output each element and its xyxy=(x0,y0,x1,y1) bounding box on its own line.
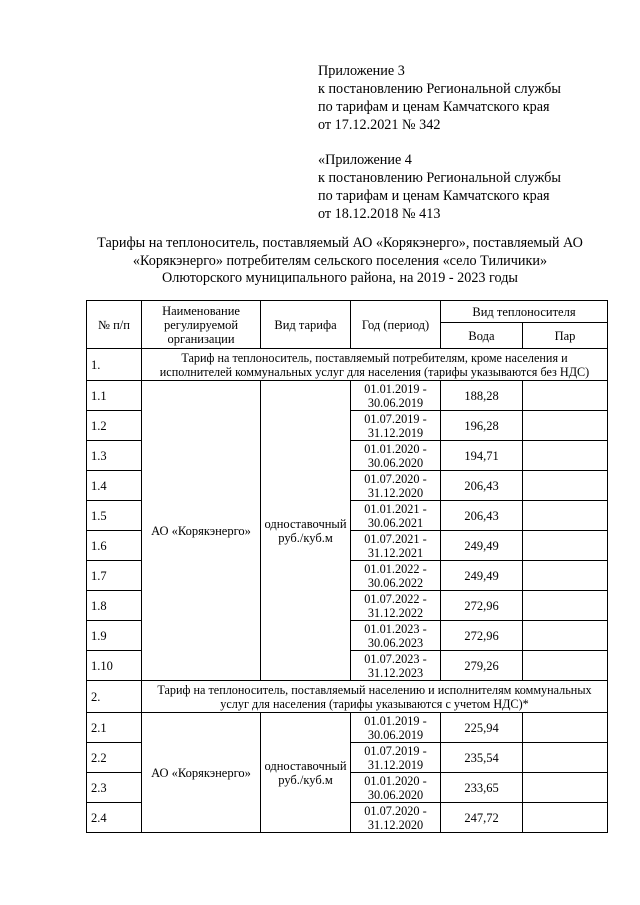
period-start: 01.01.2021 - xyxy=(364,501,427,516)
steam-value xyxy=(523,743,608,773)
period xyxy=(351,501,441,531)
row-num: 1.3 xyxy=(87,441,142,471)
table-row xyxy=(87,713,608,743)
header-row xyxy=(87,301,608,323)
section-row xyxy=(87,349,608,381)
section-row xyxy=(87,681,608,713)
appendix-4-line: по тарифам и ценам Камчатского края xyxy=(318,188,550,204)
water-value: 188,28 xyxy=(441,381,523,411)
period-end: 31.12.2019 xyxy=(367,757,424,772)
period-start: 01.07.2023 - xyxy=(364,651,427,666)
appendix-3-line: Приложение 3 xyxy=(318,63,405,79)
period-end: 31.12.2020 xyxy=(367,817,424,832)
row-num: 1.1 xyxy=(87,381,142,411)
title-line: «Корякэнерго» потребителям сельского поселения «село Тиличики» xyxy=(132,252,548,269)
title-line: Олюторского муниципального района, на 2019 - 2023 годы xyxy=(162,270,518,286)
header-tariff-type: Вид тарифа xyxy=(261,301,351,349)
period-start: 01.07.2021 - xyxy=(364,531,427,546)
period-end: 30.06.2020 xyxy=(367,455,424,470)
header-carrier: Вид теплоносителя xyxy=(441,301,608,323)
steam-value xyxy=(523,773,608,803)
steam-value xyxy=(523,803,608,833)
period-start: 01.01.2019 - xyxy=(364,713,427,728)
period-start: 01.07.2019 - xyxy=(364,411,427,426)
period xyxy=(351,561,441,591)
table-row xyxy=(87,381,608,411)
header-num: № п/п xyxy=(87,301,142,349)
section-num: 1. xyxy=(87,349,142,381)
section-title: Тариф на теплоноситель, поставляемый потребителям, кроме населения и исполнителей коммунальных услуг для населения (тарифы указываются без НДС) xyxy=(142,349,608,381)
row-num: 1.8 xyxy=(87,591,142,621)
period-start: 01.07.2019 - xyxy=(364,743,427,758)
document-title xyxy=(60,235,620,288)
period-end: 31.12.2019 xyxy=(367,425,424,440)
steam-value xyxy=(523,441,608,471)
row-num: 2.1 xyxy=(87,713,142,743)
steam-value xyxy=(523,381,608,411)
row-num: 1.5 xyxy=(87,501,142,531)
period xyxy=(351,713,441,743)
period xyxy=(351,531,441,561)
header-period: Год (период) xyxy=(351,301,441,349)
period-start: 01.01.2022 - xyxy=(364,561,427,576)
row-num: 1.10 xyxy=(87,651,142,681)
period-start: 01.07.2020 - xyxy=(364,803,427,818)
header-steam: Пар xyxy=(523,323,608,349)
period-end: 31.12.2020 xyxy=(367,485,424,500)
period xyxy=(351,411,441,441)
water-value: 233,65 xyxy=(441,773,523,803)
tariff-type: одноставочный руб./куб.м xyxy=(261,381,351,681)
steam-value xyxy=(523,501,608,531)
period xyxy=(351,621,441,651)
header-org: Наименование регулируемой организации xyxy=(142,301,261,349)
row-num: 1.9 xyxy=(87,621,142,651)
water-value: 272,96 xyxy=(441,591,523,621)
period xyxy=(351,803,441,833)
steam-value xyxy=(523,621,608,651)
period-start: 01.01.2023 - xyxy=(364,621,427,636)
row-num: 2.4 xyxy=(87,803,142,833)
period-end: 30.06.2022 xyxy=(367,575,424,590)
period-start: 01.07.2022 - xyxy=(364,591,427,606)
steam-value xyxy=(523,651,608,681)
water-value: 235,54 xyxy=(441,743,523,773)
section-num: 2. xyxy=(87,681,142,713)
row-num: 2.3 xyxy=(87,773,142,803)
org-name: АО «Корякэнерго» xyxy=(142,381,261,681)
row-num: 1.2 xyxy=(87,411,142,441)
period xyxy=(351,381,441,411)
steam-value xyxy=(523,471,608,501)
appendix-4-line: «Приложение 4 xyxy=(318,152,412,168)
row-num: 2.2 xyxy=(87,743,142,773)
period xyxy=(351,773,441,803)
water-value: 196,28 xyxy=(441,411,523,441)
row-num: 1.4 xyxy=(87,471,142,501)
period xyxy=(351,441,441,471)
tariff-table-body xyxy=(87,301,608,833)
period-end: 30.06.2021 xyxy=(367,515,424,530)
appendix-4-header xyxy=(318,151,561,223)
water-value: 194,71 xyxy=(441,441,523,471)
period-end: 31.12.2021 xyxy=(367,545,424,560)
water-value: 279,26 xyxy=(441,651,523,681)
period-end: 30.06.2019 xyxy=(367,727,424,742)
steam-value xyxy=(523,591,608,621)
steam-value xyxy=(523,713,608,743)
appendix-3-line: к постановлению Региональной службы xyxy=(318,81,561,97)
water-value: 206,43 xyxy=(441,471,523,501)
water-value: 206,43 xyxy=(441,501,523,531)
period xyxy=(351,651,441,681)
steam-value xyxy=(523,561,608,591)
water-value: 272,96 xyxy=(441,621,523,651)
water-value: 249,49 xyxy=(441,561,523,591)
water-value: 225,94 xyxy=(441,713,523,743)
appendix-3-header xyxy=(318,62,561,134)
row-num: 1.7 xyxy=(87,561,142,591)
steam-value xyxy=(523,411,608,441)
appendix-3-line: от 17.12.2021 № 342 xyxy=(318,117,441,133)
appendix-3-line: по тарифам и ценам Камчатского края xyxy=(318,99,550,115)
period-end: 31.12.2022 xyxy=(367,605,424,620)
tariff-type: одноставочный руб./куб.м xyxy=(261,713,351,833)
row-num: 1.6 xyxy=(87,531,142,561)
water-value: 247,72 xyxy=(441,803,523,833)
period-start: 01.01.2019 - xyxy=(364,381,427,396)
period-start: 01.07.2020 - xyxy=(364,471,427,486)
period xyxy=(351,471,441,501)
appendix-4-line: от 18.12.2018 № 413 xyxy=(318,206,441,222)
period xyxy=(351,591,441,621)
header-water: Вода xyxy=(441,323,523,349)
title-line: Тарифы на теплоноситель, поставляемый АО «Корякэнерго», поставляемый АО xyxy=(97,235,583,251)
appendix-4-line: к постановлению Региональной службы xyxy=(318,170,561,186)
period xyxy=(351,743,441,773)
water-value: 249,49 xyxy=(441,531,523,561)
period-end: 31.12.2023 xyxy=(367,665,424,680)
steam-value xyxy=(523,531,608,561)
period-start: 01.01.2020 - xyxy=(364,773,427,788)
org-name: АО «Корякэнерго» xyxy=(142,713,261,833)
section-title: Тариф на теплоноситель, поставляемый населению и исполнителям коммунальных услуг для населения (тарифы указываются с учетом НДС)* xyxy=(142,681,608,713)
tariff-table xyxy=(86,300,608,833)
period-end: 30.06.2023 xyxy=(367,635,424,650)
period-end: 30.06.2019 xyxy=(367,395,424,410)
period-start: 01.01.2020 - xyxy=(364,441,427,456)
period-end: 30.06.2020 xyxy=(367,787,424,802)
